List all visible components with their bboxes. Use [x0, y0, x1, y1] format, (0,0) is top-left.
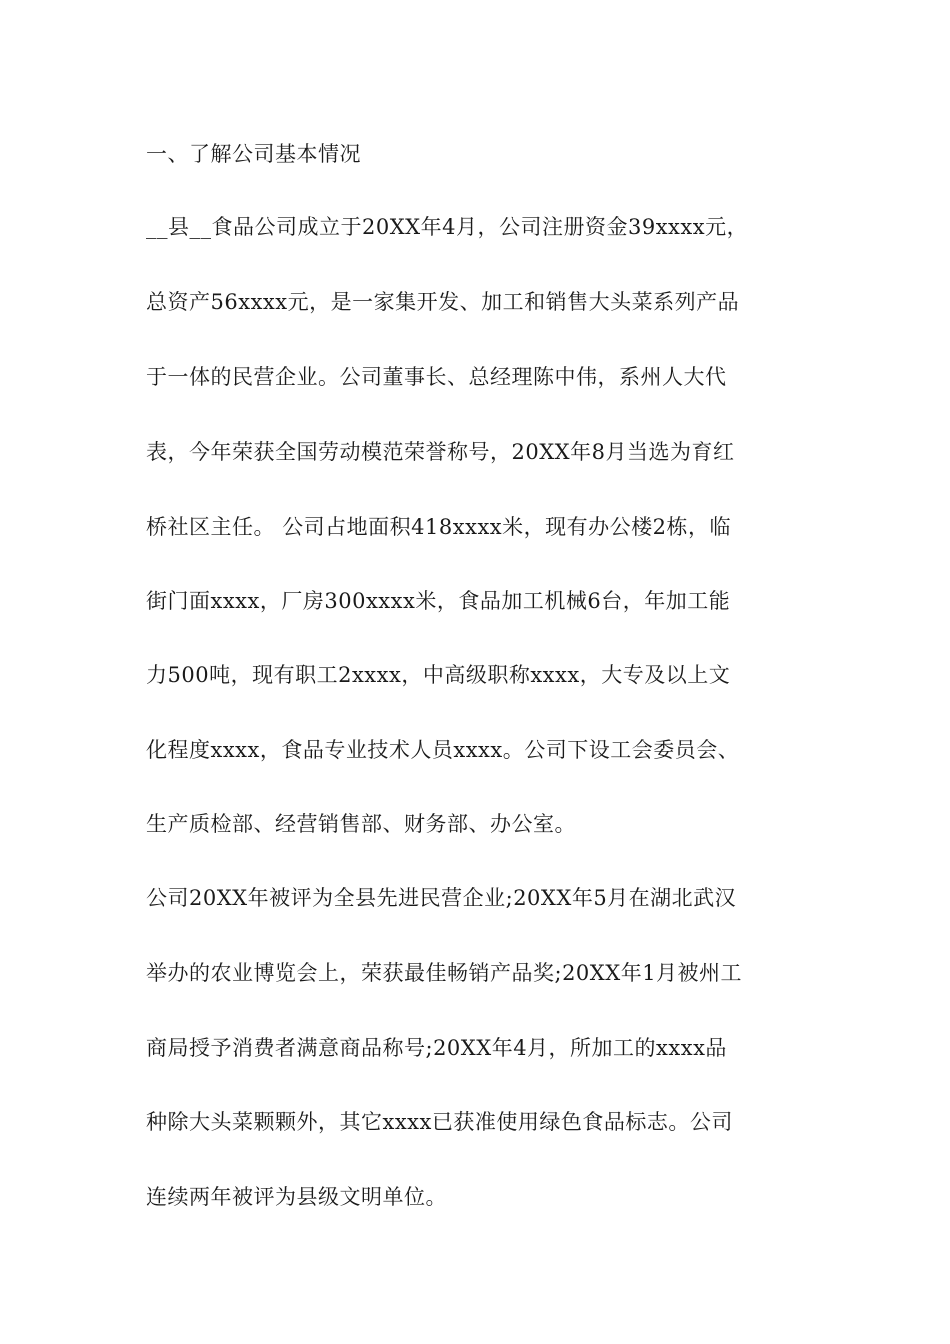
- text-line: 总资产56xxxx元，是一家集开发、加工和销售大头菜系列产品: [146, 290, 740, 314]
- text-line: 举办的农业博览会上，荣获最佳畅销产品奖;20XX年1月被州工: [146, 961, 743, 985]
- text-line: 公司20XX年被评为全县先进民营企业;20XX年5月在湖北武汉: [146, 886, 737, 910]
- text-line: 于一体的民营企业。公司董事长、总经理陈中伟，系州人大代: [146, 365, 727, 389]
- text-line: 表，今年荣获全国劳动模范荣誉称号，20XX年8月当选为育红: [146, 440, 735, 464]
- text-line: 连续两年被评为县级文明单位。: [146, 1185, 447, 1209]
- text-line: 力500吨，现有职工2xxxx，中高级职称xxxx，大专及以上文: [146, 663, 731, 687]
- text-line: 桥社区主任。 公司占地面积418xxxx米，现有办公楼2栋，临: [146, 515, 731, 539]
- section-heading: 一、了解公司基本情况: [146, 142, 361, 166]
- text-line: 种除大头菜颗颗外，其它xxxx已获准使用绿色食品标志。公司: [146, 1110, 733, 1134]
- text-line: 商局授予消费者满意商品称号;20XX年4月，所加工的xxxx品: [146, 1036, 727, 1060]
- text-line: 街门面xxxx，厂房300xxxx米，食品加工机械6台，年加工能: [146, 589, 731, 613]
- text-line: 化程度xxxx，食品专业技术人员xxxx。公司下设工会委员会、: [146, 738, 740, 762]
- text-line: __县__食品公司成立于20XX年4月，公司注册资金39xxxx元，: [146, 215, 749, 239]
- text-line: 生产质检部、经营销售部、财务部、办公室。: [146, 812, 576, 836]
